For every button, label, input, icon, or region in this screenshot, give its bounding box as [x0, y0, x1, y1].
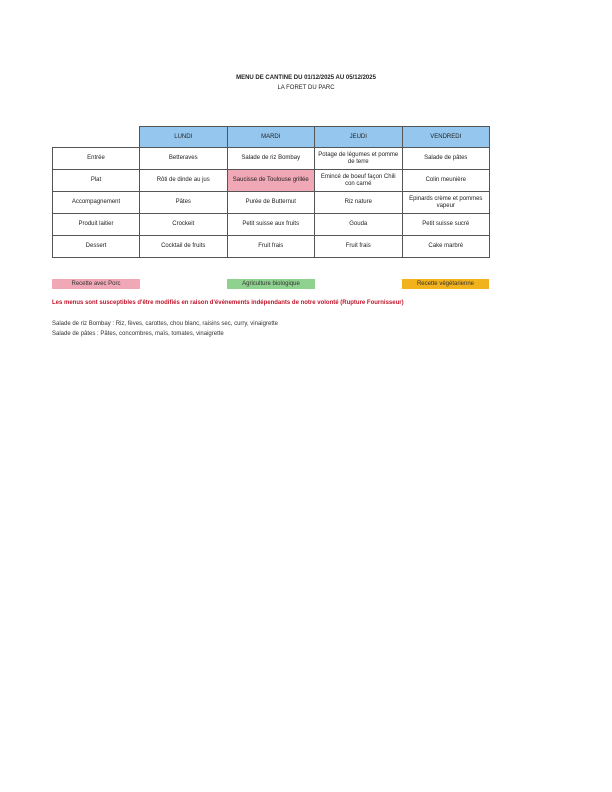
menu-cell: Colin meunière [402, 170, 490, 192]
row-label: Produit laitier [53, 214, 140, 236]
menu-cell: Purée de Butternut [227, 192, 315, 214]
menu-cell: Crockeit [140, 214, 228, 236]
legend-vegetarian: Recette végétarienne [402, 279, 489, 289]
row-entree [53, 148, 490, 170]
row-label: Entrée [53, 148, 140, 170]
day-header-tuesday: MARDI [227, 127, 315, 148]
menu-cell: Cocktail de fruits [140, 236, 228, 258]
school-name: LA FORET DU PARC [277, 85, 335, 91]
day-header-row [53, 127, 490, 148]
menu-cell: Potage de légumes et pomme de terre [315, 148, 403, 170]
menu-cell: Emincé de boeuf façon Chili con carné [315, 170, 403, 192]
warning-text: Les menus sont susceptibles d'être modifiés en raison d'événements indépendants de notre volonté (Rupture Fournisseur) [52, 300, 404, 306]
menu-cell-pork: Saucisse de Toulouse grillée [227, 170, 315, 192]
row-dessert [53, 236, 490, 258]
day-header-friday: VENDREDI [402, 127, 490, 148]
menu-cell: Fruit frais [227, 236, 315, 258]
menu-table [52, 126, 490, 258]
row-accompagnement [53, 192, 490, 214]
menu-cell: Salade de pâtes [402, 148, 490, 170]
menu-cell: Fruit frais [315, 236, 403, 258]
row-label: Dessert [53, 236, 140, 258]
legend-organic: Agriculture biologique [227, 279, 315, 289]
menu-cell: Epinards crème et pommes vapeur [402, 192, 490, 214]
menu-cell: Riz nature [315, 192, 403, 214]
menu-title: MENU DE CANTINE DU 01/12/2025 AU 05/12/2025 [236, 75, 376, 81]
menu-cell: Pâtes [140, 192, 228, 214]
menu-cell: Salade de riz Bombay [227, 148, 315, 170]
menu-cell: Cake marbré [402, 236, 490, 258]
menu-cell: Rôti de dinde au jus [140, 170, 228, 192]
row-plat [53, 170, 490, 192]
menu-cell: Petit suisse sucré [402, 214, 490, 236]
row-label: Accompagnement [53, 192, 140, 214]
legend-pork: Recette avec Porc [52, 279, 140, 289]
day-header-thursday: JEUDI [315, 127, 403, 148]
recipe-note: Salade de riz Bombay : Riz, fèves, carottes, chou blanc, raisins sec, curry, vinaigrette [52, 321, 278, 327]
menu-cell: Betteraves [140, 148, 228, 170]
menu-cell: Gouda [315, 214, 403, 236]
row-produit-laitier [53, 214, 490, 236]
day-header-monday: LUNDI [140, 127, 228, 148]
corner-cell [53, 127, 140, 148]
recipe-note: Salade de pâtes : Pâtes, concombres, maïs, tomates, vinaigrette [52, 331, 224, 337]
row-label: Plat [53, 170, 140, 192]
menu-cell: Petit suisse aux fruits [227, 214, 315, 236]
